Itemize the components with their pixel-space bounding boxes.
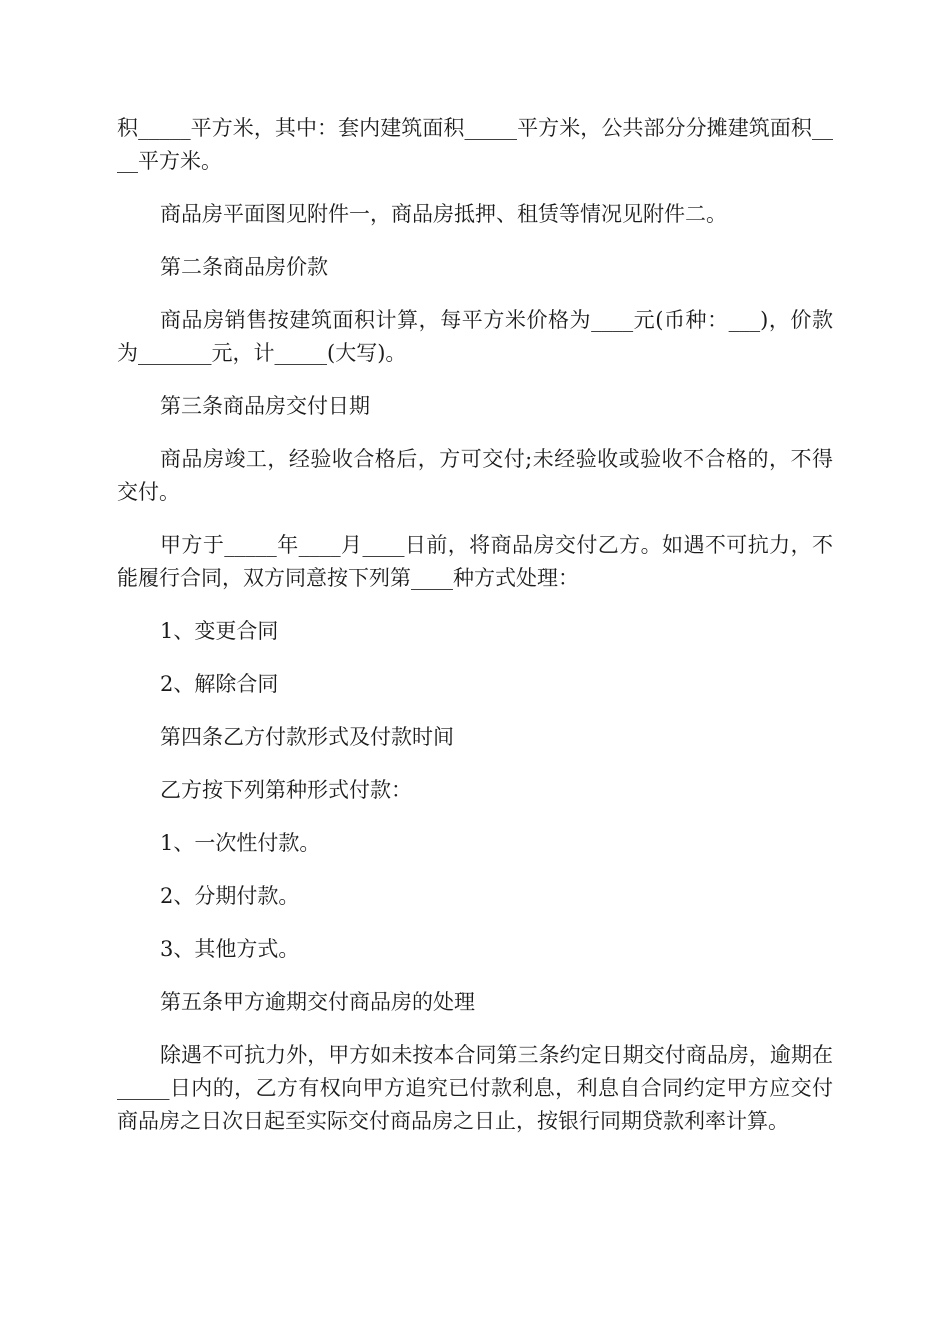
article-2-heading: 第二条商品房价款 (160, 255, 328, 279)
document-page (117, 112, 833, 1158)
paragraph-delivery-date: 甲方于_____年____月____日前，将商品房交付乙方。如遇不可抗力，不能履行合同，双方同意按下列第____种方式处理： (117, 533, 833, 590)
paragraph-area-continuation: 积_____平方米，其中：套内建筑面积_____平方米，公共部分分摊建筑面积____平方米。 (117, 116, 833, 173)
list-item-lump-sum: 1、一次性付款。 (160, 831, 321, 855)
list-item-terminate-contract: 2、解除合同 (160, 672, 279, 696)
list-item-change-contract: 1、变更合同 (160, 619, 279, 643)
paragraph-price: 商品房销售按建筑面积计算，每平方米价格为____元(币种：___)，价款为_______元，计_____(大写)。 (117, 308, 833, 365)
list-item-installment: 2、分期付款。 (160, 884, 300, 908)
article-5-heading: 第五条甲方逾期交付商品房的处理 (160, 990, 475, 1014)
list-item-other: 3、其他方式。 (160, 937, 300, 961)
article-3-heading: 第三条商品房交付日期 (160, 394, 370, 418)
article-4-heading: 第四条乙方付款形式及付款时间 (160, 725, 454, 749)
paragraph-late-delivery: 除遇不可抗力外，甲方如未按本合同第三条约定日期交付商品房，逾期在_____日内的，乙方有权向甲方追究已付款利息，利息自合同约定甲方应交付商品房之日次日起至实际交付商品房之日止，按银行同期贷款利率计算。 (117, 1043, 833, 1133)
paragraph-attachments: 商品房平面图见附件一，商品房抵押、租赁等情况见附件二。 (160, 202, 727, 226)
paragraph-completion: 商品房竣工，经验收合格后，方可交付;未经验收或验收不合格的，不得交付。 (117, 447, 833, 504)
paragraph-payment-form: 乙方按下列第种形式付款： (160, 778, 412, 802)
